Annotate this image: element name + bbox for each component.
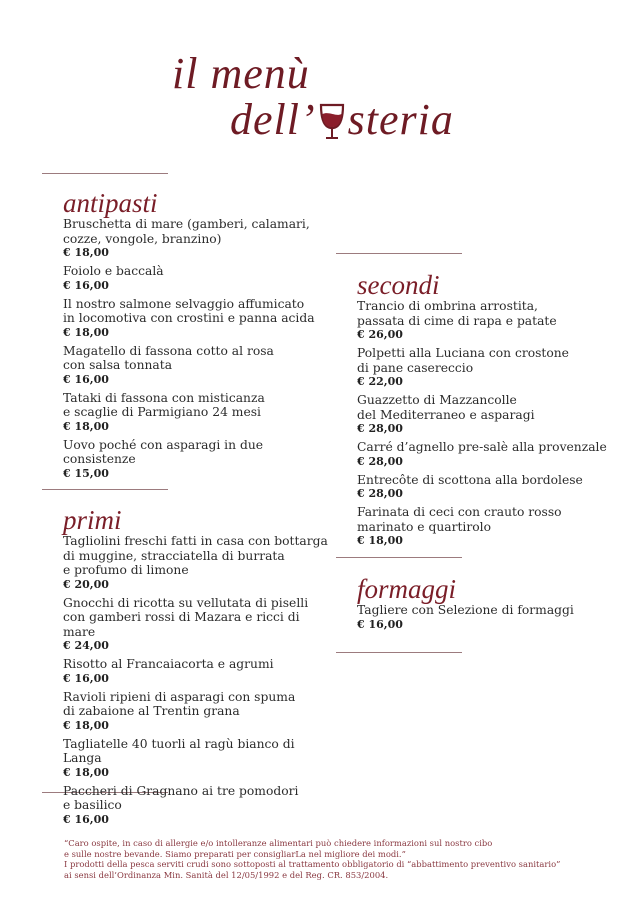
item-name: Risotto al Francaiacorta e agrumi — [63, 657, 274, 671]
item-price: € 16,00 — [63, 278, 109, 292]
menu-item — [63, 438, 333, 481]
menu-item — [63, 264, 333, 293]
divider-formaggi-top — [336, 557, 462, 558]
item-price: € 16,00 — [63, 812, 109, 826]
item-name: Il nostro salmone selvaggio affumicato in locomotiva con crostini e panna acida — [63, 296, 315, 325]
menu-item — [63, 596, 333, 654]
section-title-formaggi: formaggi — [357, 574, 457, 604]
item-name: Tataki di fassona con misticanza e scaglie di Parmigiano 24 mesi — [63, 390, 265, 419]
logo — [170, 48, 470, 148]
menu-item — [63, 657, 333, 686]
item-name: Uovo poché con asparagi in due consistenze — [63, 437, 264, 466]
item-price: € 15,00 — [63, 466, 109, 480]
menu-item — [63, 344, 333, 387]
menu-item — [357, 505, 627, 548]
item-name: Entrecôte di scottona alla bordolese — [357, 472, 583, 487]
item-name: Ravioli ripieni di asparagi con spuma di zabaione al Trentin grana — [63, 689, 296, 718]
menu-item — [357, 299, 627, 342]
item-name: Trancio di ombrina arrostita, passata di cime di rapa e patate — [357, 299, 557, 328]
item-name: Gnocchi di ricotta su vellutata di piselli con gamberi rossi di Mazara e ricci di mare — [63, 595, 309, 639]
item-name: Magatello di fassona cotto al rosa con salsa tonnata — [63, 343, 274, 372]
section-primi — [63, 505, 333, 827]
item-name: Tagliatelle 40 tuorli al ragù bianco di Langa — [63, 736, 295, 765]
item-price: € 18,00 — [63, 765, 109, 779]
item-name: Paccheri di Gragnano ai tre pomodori e basilico — [63, 783, 299, 812]
menu-item — [63, 737, 333, 780]
wine-glass-icon — [317, 101, 347, 141]
item-price: € 18,00 — [357, 534, 403, 547]
item-price: € 26,00 — [357, 328, 403, 341]
menu-item — [63, 534, 333, 592]
menu-item — [357, 346, 627, 389]
item-name: Carré d’agnello pre-salè alla provenzale — [357, 440, 607, 454]
menu-item — [63, 297, 333, 340]
divider-secondi-top — [336, 253, 462, 254]
item-name: Foiolo e baccalà — [63, 264, 164, 278]
menu-item — [357, 603, 627, 632]
divider-formaggi-bottom — [336, 652, 462, 653]
item-name: Bruschetta di mare (gamberi, calamari, cozze, vongole, branzino) — [63, 217, 310, 246]
item-price: € 18,00 — [63, 246, 109, 259]
section-title-primi: primi — [63, 505, 122, 535]
item-price: € 16,00 — [63, 372, 109, 386]
item-name: Guazzetto di Mazzancolle del Mediterraneo e asparagi — [357, 393, 535, 422]
divider-antipasti-top — [42, 173, 168, 174]
item-name: Tagliolini freschi fatti in casa con bottarga di muggine, stracciatella di burrata e profumo di limone — [63, 534, 328, 577]
menu-item — [357, 440, 627, 469]
section-formaggi — [357, 574, 627, 632]
logo-line-2-end: steria — [347, 95, 454, 144]
allergy-disclaimer: “Caro ospite, in caso di allergie e/o intolleranze alimentari può chiedere informazioni sul nostro cibo e sulle nostre bevande. Siamo preparati per consigliarLa nel migliore dei modi.” I prodotti della pesca serviti crudi sono sottoposti al trattamento obbligatorio di “abbattimento preventivo sanitario” ai sensi dell’Ordinanza Min. Sanità del 12/05/1992 e del Reg. CR. 853/2004. — [64, 838, 561, 880]
item-price: € 16,00 — [63, 671, 109, 685]
item-price: € 22,00 — [357, 375, 403, 388]
menu-item — [63, 391, 333, 434]
item-price: € 20,00 — [63, 577, 109, 591]
section-title-secondi: secondi — [357, 270, 440, 300]
item-name: Tagliere con Selezione di formaggi — [357, 603, 574, 617]
menu-item — [357, 473, 627, 502]
item-name: Polpetti alla Luciana con crostone di pane casereccio — [357, 346, 569, 375]
section-antipasti — [63, 188, 333, 481]
section-title-antipasti: antipasti — [63, 188, 158, 218]
item-price: € 28,00 — [357, 454, 403, 468]
divider-primi-top — [42, 489, 168, 490]
item-name: Farinata di ceci con crauto rosso marinato e quartirolo — [357, 505, 562, 534]
menu-item — [63, 690, 333, 733]
item-price: € 16,00 — [357, 617, 403, 631]
logo-line-2-start: dell’ — [230, 95, 316, 144]
item-price: € 28,00 — [357, 487, 403, 500]
logo-line-1: il menù — [172, 49, 310, 98]
item-price: € 24,00 — [63, 639, 109, 652]
item-price: € 18,00 — [63, 325, 109, 339]
item-price: € 18,00 — [63, 419, 109, 433]
menu-item — [63, 217, 333, 260]
menu-item — [63, 784, 333, 827]
menu-item — [357, 393, 627, 436]
logo-line-2 — [230, 94, 454, 145]
item-price: € 18,00 — [63, 718, 109, 732]
section-secondi — [357, 270, 627, 548]
item-price: € 28,00 — [357, 422, 403, 435]
